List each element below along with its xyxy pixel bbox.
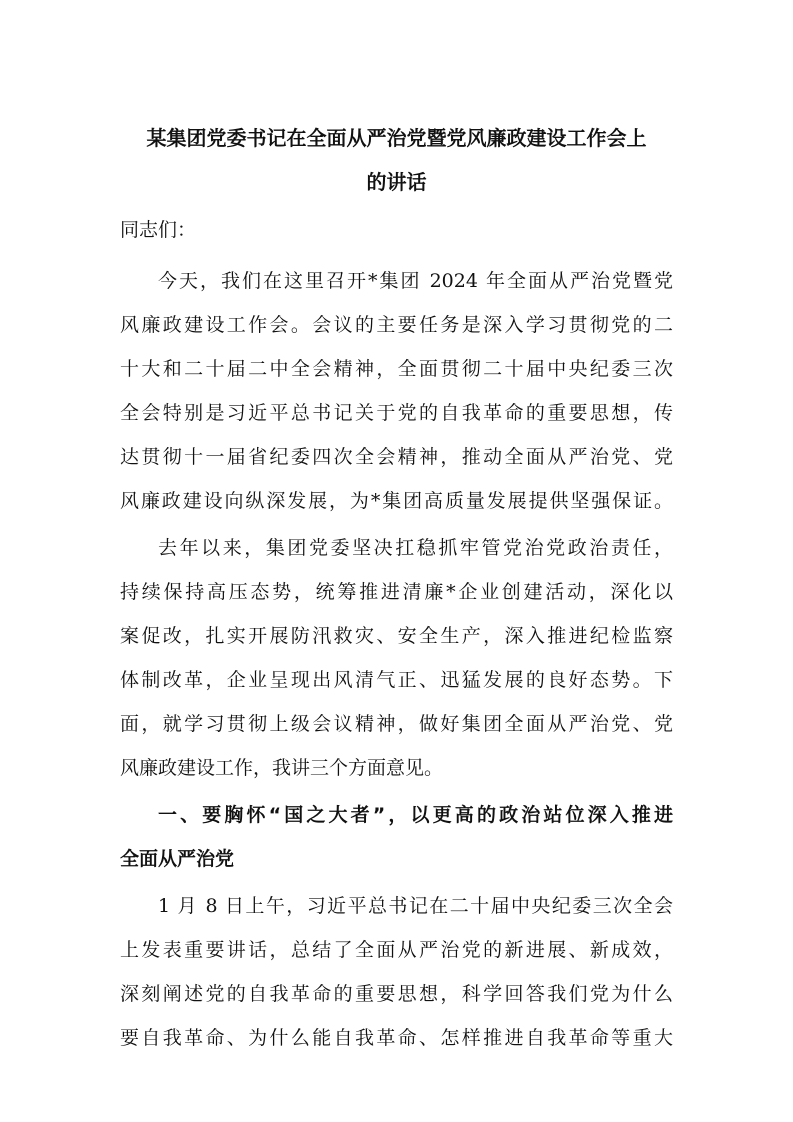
paragraph-1-line: 全会特别是习近平总书记关于党的自我革命的重要思想，传 [120,402,673,424]
paragraph-1-line: 风廉政建设向纵深发展，为*集团高质量发展提供坚强保证。 [120,490,673,512]
paragraph-3-line: 上发表重要讲话，总结了全面从严治党的新进展、新成效， [120,939,673,961]
paragraph-1-line: 今天，我们在这里召开*集团 2024 年全面从严治党暨党 [158,270,673,292]
paragraph-2-line: 体制改革，企业呈现出风清气正、迅猛发展的良好态势。下 [120,669,673,691]
paragraph-1-line: 风廉政建设工作会。会议的主要任务是深入学习贯彻党的二 [120,314,673,336]
section-heading-1-line: 全面从严治党 [120,848,235,870]
document-title-line-1: 某集团党委书记在全面从严治党暨党风廉政建设工作会上 [146,126,647,150]
salutation: 同志们： [120,219,197,241]
paragraph-1-line: 达贯彻十一届省纪委四次全会精神，推动全面从严治党、党 [120,446,673,468]
paragraph-3-line: 深刻阐述党的自我革命的重要思想，科学回答我们党为什么 [120,983,673,1005]
paragraph-2-line: 面，就学习贯彻上级会议精神，做好集团全面从严治党、党 [120,713,673,735]
paragraph-1-line: 十大和二十届二中全会精神，全面贯彻二十届中央纪委三次 [120,358,673,380]
document-title-line-2: 的讲话 [366,170,427,194]
section-heading-1-line: 一、要胸怀“国之大者”，以更高的政治站位深入推进 [158,804,673,826]
paragraph-2-line: 风廉政建设工作，我讲三个方面意见。 [120,757,444,779]
paragraph-3-line: 1 月 8 日上午，习近平总书记在二十届中央纪委三次全会 [158,895,673,917]
paragraph-2-line: 去年以来，集团党委坚决扛稳抓牢管党治党政治责任， [158,537,673,559]
paragraph-2-line: 持续保持高压态势，统筹推进清廉*企业创建活动，深化以 [120,581,673,603]
paragraph-2-line: 案促改，扎实开展防汛救灾、安全生产，深入推进纪检监察 [120,625,673,647]
paragraph-3-line: 要自我革命、为什么能自我革命、怎样推进自我革命等重大 [120,1027,673,1049]
